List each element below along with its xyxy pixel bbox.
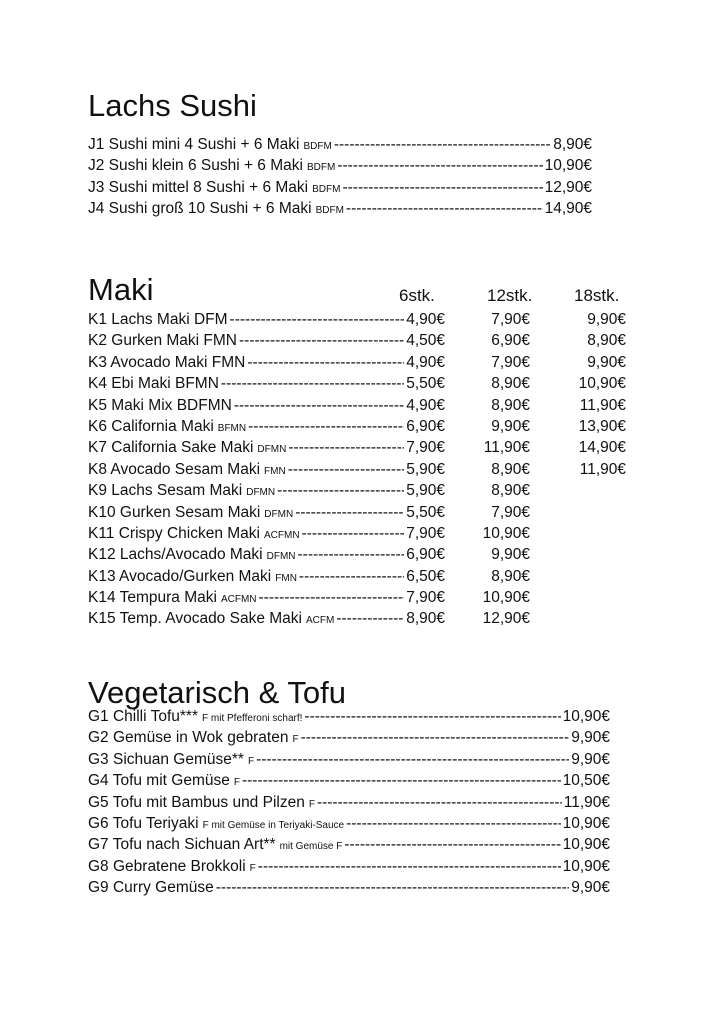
item-name: K1 Lachs Maki DFM	[88, 311, 228, 328]
price-18stk: 14,90€	[578, 439, 626, 457]
price-6stk: 6,50€	[406, 567, 445, 585]
item-name: K6 California Maki	[88, 417, 214, 435]
item-name: G1 Chilli Tofu***	[88, 708, 198, 725]
item-allergens: ACFMN	[220, 594, 257, 606]
price-12stk: 8,90€	[491, 375, 530, 393]
column-header-6stk: 6stk.	[399, 286, 435, 305]
item-allergens: DFMN	[264, 508, 294, 520]
dotted-leader	[288, 461, 405, 479]
menu-item	[88, 751, 610, 772]
price-6stk: 4,90€	[406, 311, 445, 328]
menu-item	[88, 708, 610, 729]
menu-item	[88, 815, 610, 836]
item-allergens: ACFMN	[264, 529, 300, 541]
item-name: J1 Sushi mini 4 Sushi + 6 Maki	[88, 136, 300, 153]
vegetarisch-list	[88, 708, 610, 901]
price-12stk: 12,90€	[482, 610, 530, 628]
item-main	[88, 546, 445, 564]
item-price: 12,90€	[544, 178, 592, 196]
price-6stk: 7,90€	[406, 439, 445, 457]
menu-item	[88, 179, 592, 200]
menu-item	[88, 332, 626, 353]
item-main	[88, 482, 445, 500]
dotted-leader	[242, 772, 561, 790]
item-allergens: DFMN	[246, 487, 276, 499]
dotted-leader	[301, 729, 570, 747]
item-allergens: BDFM	[303, 141, 332, 152]
item-name: K11 Crispy Chicken Maki	[88, 524, 260, 542]
item-price: 10,90€	[544, 157, 592, 175]
item-main	[88, 397, 445, 415]
price-12stk: 11,90€	[483, 439, 530, 457]
price-18stk: 11,90€	[579, 396, 626, 414]
item-name: K2 Gurken Maki FMN	[88, 332, 238, 350]
price-18stk: 10,90€	[578, 375, 626, 393]
dotted-leader	[317, 794, 562, 812]
dotted-leader	[334, 136, 551, 154]
item-name: G4 Tofu mit Gemüse	[88, 772, 230, 790]
item-name: G5 Tofu mit Bambus und Pilzen	[88, 793, 305, 811]
column-header-12stk: 12stk.	[487, 286, 533, 305]
price-6stk: 5,90€	[406, 460, 445, 478]
item-main	[88, 461, 445, 479]
item-main	[88, 311, 445, 329]
price-6stk: 5,90€	[406, 482, 445, 500]
item-name: K15 Temp. Avocado Sake Maki	[88, 610, 302, 628]
price-12stk: 9,90€	[491, 546, 530, 564]
section-title-vegetarisch-tofu: Vegetarisch & Tofu	[88, 675, 346, 710]
dotted-leader	[295, 504, 404, 522]
menu-item	[88, 311, 626, 332]
item-allergens: F	[292, 734, 299, 746]
item-name: G8 Gebratene Brokkoli	[88, 857, 246, 875]
item-allergens: DFMN	[257, 444, 287, 456]
price-18stk: 13,90€	[578, 417, 626, 435]
item-price: 9,90€	[571, 729, 610, 747]
item-allergens: F	[308, 798, 315, 810]
item-allergens: F	[249, 862, 256, 874]
price-6stk: 7,90€	[406, 524, 445, 542]
menu-item	[88, 157, 592, 178]
item-name: J2 Sushi klein 6 Sushi + 6 Maki	[88, 157, 303, 175]
menu-item	[88, 610, 626, 631]
item-allergens: mit Gemüse F	[279, 841, 343, 853]
price-18stk: 9,90€	[587, 353, 626, 371]
price-6stk: 7,90€	[406, 589, 445, 607]
item-price: 10,90€	[562, 857, 610, 875]
item-name: K10 Gurken Sesam Maki	[88, 503, 261, 521]
price-6stk: 8,90€	[406, 610, 445, 628]
price-18stk: 8,90€	[587, 332, 626, 350]
item-name: K5 Maki Mix BDFMN	[88, 396, 232, 414]
price-18stk: 11,90€	[579, 460, 626, 478]
menu-item	[88, 858, 610, 879]
item-name: K7 California Sake Maki	[88, 439, 254, 457]
dotted-leader	[346, 200, 543, 218]
item-allergens: F mit Gemüse in Teriyaki-Sauce	[202, 819, 345, 831]
item-price: 8,90€	[553, 136, 592, 153]
item-main	[88, 354, 445, 372]
menu-item	[88, 375, 626, 396]
price-12stk: 8,90€	[491, 396, 530, 414]
price-12stk: 7,90€	[491, 503, 530, 521]
item-name: G7 Tofu nach Sichuan Art**	[88, 836, 276, 854]
item-main	[88, 525, 445, 543]
dotted-leader	[337, 157, 542, 175]
item-name: K4 Ebi Maki BFMN	[88, 375, 219, 393]
item-price: 10,90€	[562, 814, 610, 832]
item-name: K3 Avocado Maki FMN	[88, 353, 246, 371]
item-allergens: DFMN	[266, 551, 296, 563]
price-12stk: 6,90€	[491, 332, 530, 350]
price-6stk: 6,90€	[406, 417, 445, 435]
dotted-leader	[256, 751, 569, 769]
item-name: K13 Avocado/Gurken Maki	[88, 567, 272, 585]
item-name: G6 Tofu Teriyaki	[88, 814, 199, 832]
dotted-leader	[298, 546, 405, 564]
price-6stk: 4,90€	[406, 353, 445, 371]
price-6stk: 4,90€	[406, 396, 445, 414]
menu-item	[88, 568, 626, 589]
item-name: G2 Gemüse in Wok gebraten	[88, 729, 289, 747]
price-18stk: 9,90€	[587, 311, 626, 328]
item-name: G9 Curry Gemüse	[88, 879, 214, 897]
dotted-leader	[277, 482, 404, 500]
dotted-leader	[344, 836, 560, 854]
item-allergens: BDFM	[312, 183, 341, 195]
item-name: J4 Sushi groß 10 Sushi + 6 Maki	[88, 200, 312, 218]
price-12stk: 10,90€	[482, 589, 530, 607]
section-title-maki: Maki	[88, 272, 154, 307]
item-allergens: F	[233, 777, 240, 789]
menu-item	[88, 525, 626, 546]
dotted-leader	[304, 708, 560, 726]
dotted-leader	[302, 525, 405, 543]
item-main	[88, 589, 445, 607]
menu-item	[88, 418, 626, 439]
lachs-sushi-list	[88, 136, 592, 222]
price-6stk: 4,50€	[406, 332, 445, 350]
price-6stk: 5,50€	[406, 375, 445, 393]
item-main	[88, 610, 445, 628]
item-allergens: BDFM	[315, 205, 344, 217]
price-12stk: 7,90€	[491, 311, 530, 328]
item-name: K14 Tempura Maki	[88, 589, 217, 607]
item-name: K8 Avocado Sesam Maki	[88, 460, 261, 478]
price-6stk: 5,50€	[406, 503, 445, 521]
dotted-leader	[239, 332, 404, 350]
menu-item	[88, 439, 626, 460]
menu-item	[88, 354, 626, 375]
item-price: 10,50€	[562, 772, 610, 790]
item-price: 9,90€	[571, 750, 610, 768]
dotted-leader	[234, 397, 404, 415]
item-allergens: FMN	[275, 572, 297, 584]
section-title-lachs-sushi: Lachs Sushi	[88, 88, 257, 123]
dotted-leader	[230, 311, 405, 329]
item-allergens: BFMN	[217, 422, 247, 434]
item-allergens: FMN	[264, 465, 286, 477]
dotted-leader	[288, 439, 404, 457]
price-12stk: 9,90€	[491, 417, 530, 435]
menu-item	[88, 136, 592, 157]
dotted-leader	[247, 354, 404, 372]
item-main	[88, 332, 445, 350]
dotted-leader	[299, 568, 404, 586]
item-price: 14,90€	[544, 200, 592, 218]
menu-item	[88, 461, 626, 482]
item-allergens: ACFM	[305, 615, 335, 627]
dotted-leader	[258, 858, 561, 876]
menu-item	[88, 794, 610, 815]
item-name: K12 Lachs/Avocado Maki	[88, 546, 263, 564]
dotted-leader	[248, 418, 404, 436]
item-price: 11,90€	[563, 793, 610, 811]
item-main	[88, 504, 445, 522]
dotted-leader	[221, 375, 404, 393]
column-header-18stk: 18stk.	[574, 286, 620, 305]
menu-item	[88, 546, 626, 567]
item-main	[88, 568, 445, 586]
menu-item	[88, 879, 610, 900]
item-allergens: F mit Pfefferoni scharf!	[202, 713, 303, 724]
item-allergens: BDFM	[306, 162, 336, 174]
dotted-leader	[336, 610, 404, 628]
dotted-leader	[342, 179, 542, 197]
price-12stk: 8,90€	[491, 567, 530, 585]
item-name: K9 Lachs Sesam Maki	[88, 482, 243, 500]
menu-item	[88, 589, 626, 610]
item-main	[88, 375, 445, 393]
price-12stk: 7,90€	[491, 353, 530, 371]
menu-item	[88, 482, 626, 503]
menu-item	[88, 836, 610, 857]
item-price: 10,90€	[562, 708, 610, 725]
item-price: 9,90€	[571, 879, 610, 897]
dotted-leader	[259, 589, 405, 607]
maki-list	[88, 311, 626, 632]
price-12stk: 10,90€	[482, 524, 530, 542]
item-name: J3 Sushi mittel 8 Sushi + 6 Maki	[88, 178, 309, 196]
menu-item	[88, 772, 610, 793]
dotted-leader	[216, 879, 569, 897]
price-12stk: 8,90€	[491, 460, 530, 478]
price-12stk: 8,90€	[491, 482, 530, 500]
item-allergens: F	[247, 755, 255, 767]
item-name: G3 Sichuan Gemüse**	[88, 750, 244, 768]
item-price: 10,90€	[562, 836, 610, 854]
price-6stk: 6,90€	[406, 546, 445, 564]
menu-item	[88, 729, 610, 750]
menu-item	[88, 397, 626, 418]
menu-item	[88, 504, 626, 525]
menu-item	[88, 200, 592, 221]
item-main	[88, 439, 445, 457]
item-main	[88, 418, 445, 436]
dotted-leader	[346, 815, 560, 833]
